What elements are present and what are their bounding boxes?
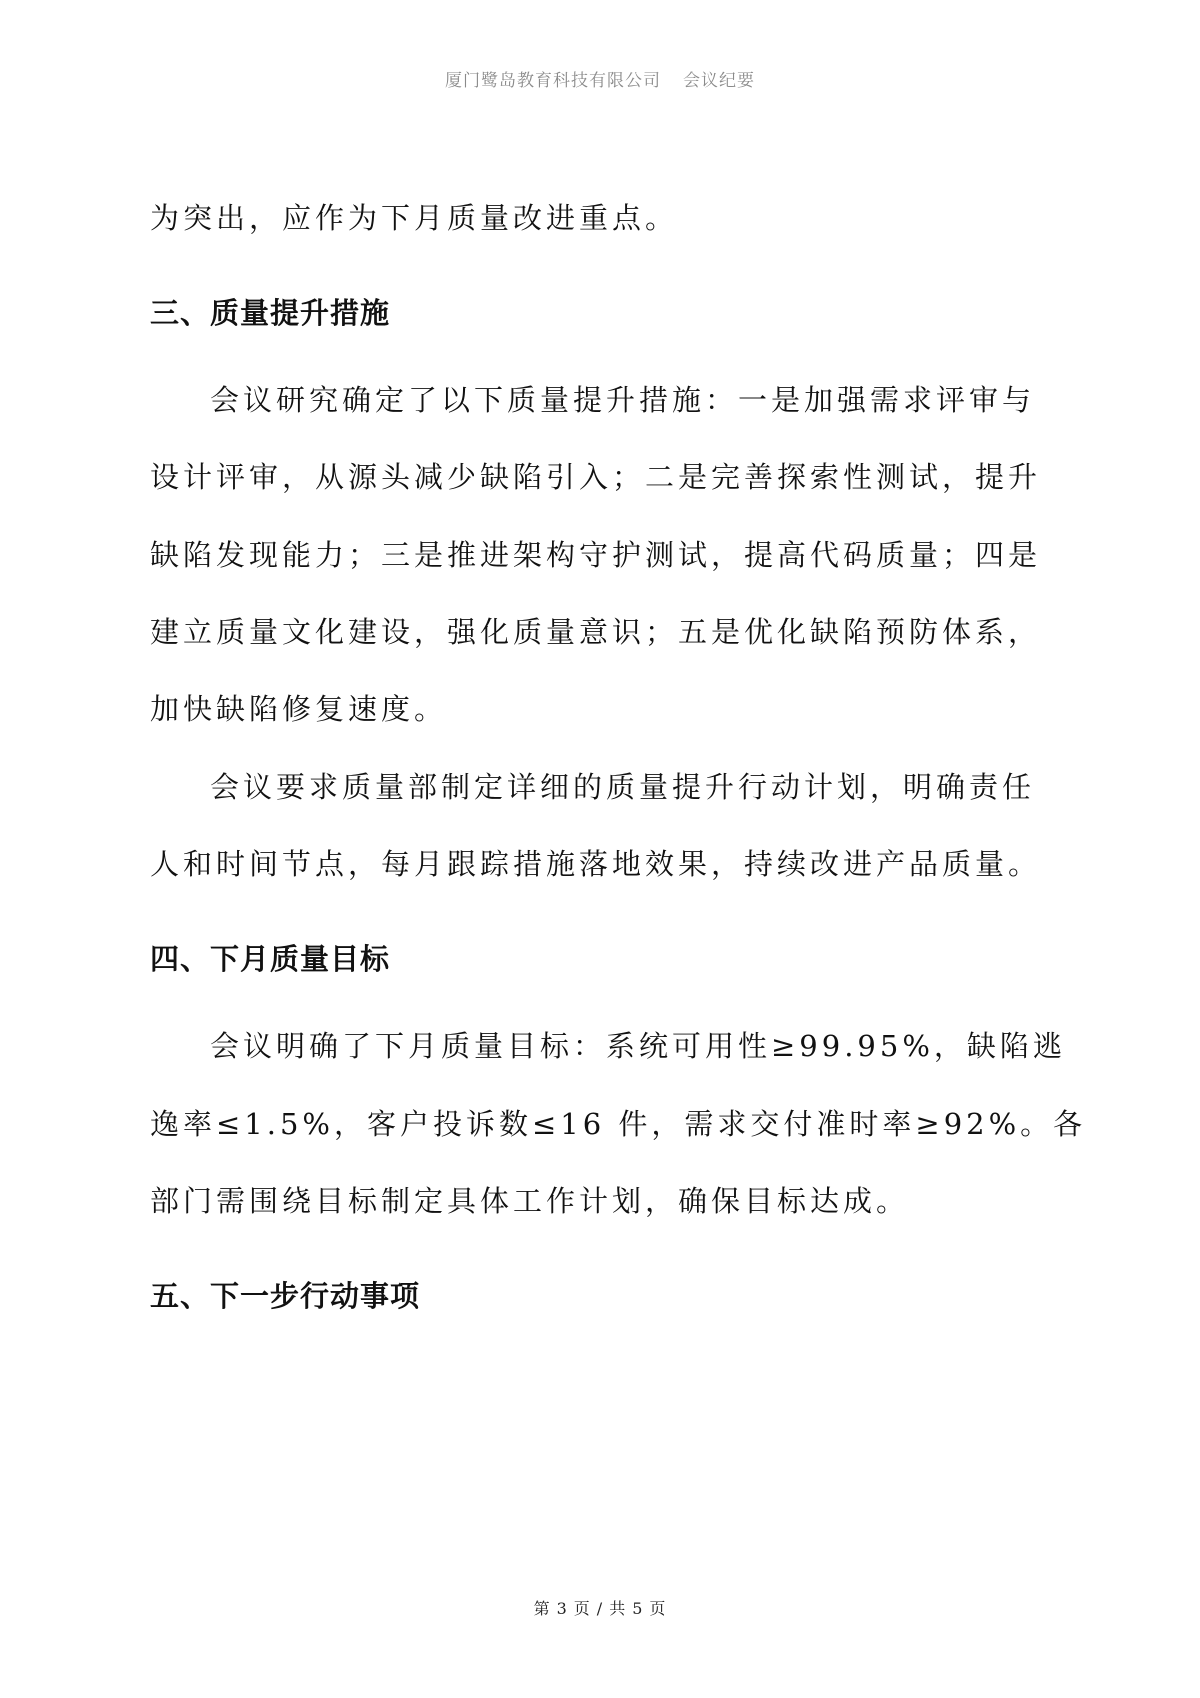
total-pages-number: 5 [632, 1599, 644, 1618]
continued-text-line: 为突出，应作为下月质量改进重点。 [150, 201, 679, 235]
footer-page-word: 页 [573, 1599, 591, 1618]
paragraph-line: 人和时间节点，每月跟踪措施落地效果，持续改进产品质量。 [150, 847, 1042, 881]
section-heading-next-month-goals: 四、下月质量目标 [150, 942, 391, 976]
footer-prefix: 第 [533, 1599, 551, 1618]
header-company-name: 厦门鹭岛教育科技有限公司 [445, 71, 661, 91]
paragraph-line: 建立质量文化建设，强化质量意识；五是优化缺陷预防体系， [150, 615, 1042, 649]
paragraph-line: 会议明确了下月质量目标：系统可用性≥99.95%，缺陷逃 [210, 1029, 1066, 1063]
current-page-number: 3 [556, 1599, 568, 1618]
page-header [0, 66, 1200, 91]
paragraph-line: 会议要求质量部制定详细的质量提升行动计划，明确责任 [210, 770, 1036, 804]
footer-separator: / [596, 1599, 604, 1618]
paragraph-line: 会议研究确定了以下质量提升措施：一是加强需求评审与 [210, 383, 1036, 417]
section-heading-next-actions: 五、下一步行动事项 [150, 1279, 421, 1313]
paragraph-line: 逸率≤1.5%，客户投诉数≤16 件，需求交付准时率≥92%。各 [150, 1107, 1087, 1141]
paragraph-line: 设计评审，从源头减少缺陷引入；二是完善探索性测试，提升 [150, 460, 1042, 494]
footer-total-word: 页 [649, 1599, 667, 1618]
paragraph-line: 缺陷发现能力；三是推进架构守护测试，提高代码质量；四是 [150, 538, 1042, 572]
header-doc-type: 会议纪要 [683, 71, 755, 91]
paragraph-line: 部门需围绕目标制定具体工作计划，确保目标达成。 [150, 1184, 910, 1218]
paragraph-line: 加快缺陷修复速度。 [150, 692, 448, 726]
page-footer [0, 1596, 1200, 1619]
footer-total-prefix: 共 [609, 1599, 627, 1618]
section-heading-quality-measures: 三、质量提升措施 [150, 296, 391, 330]
